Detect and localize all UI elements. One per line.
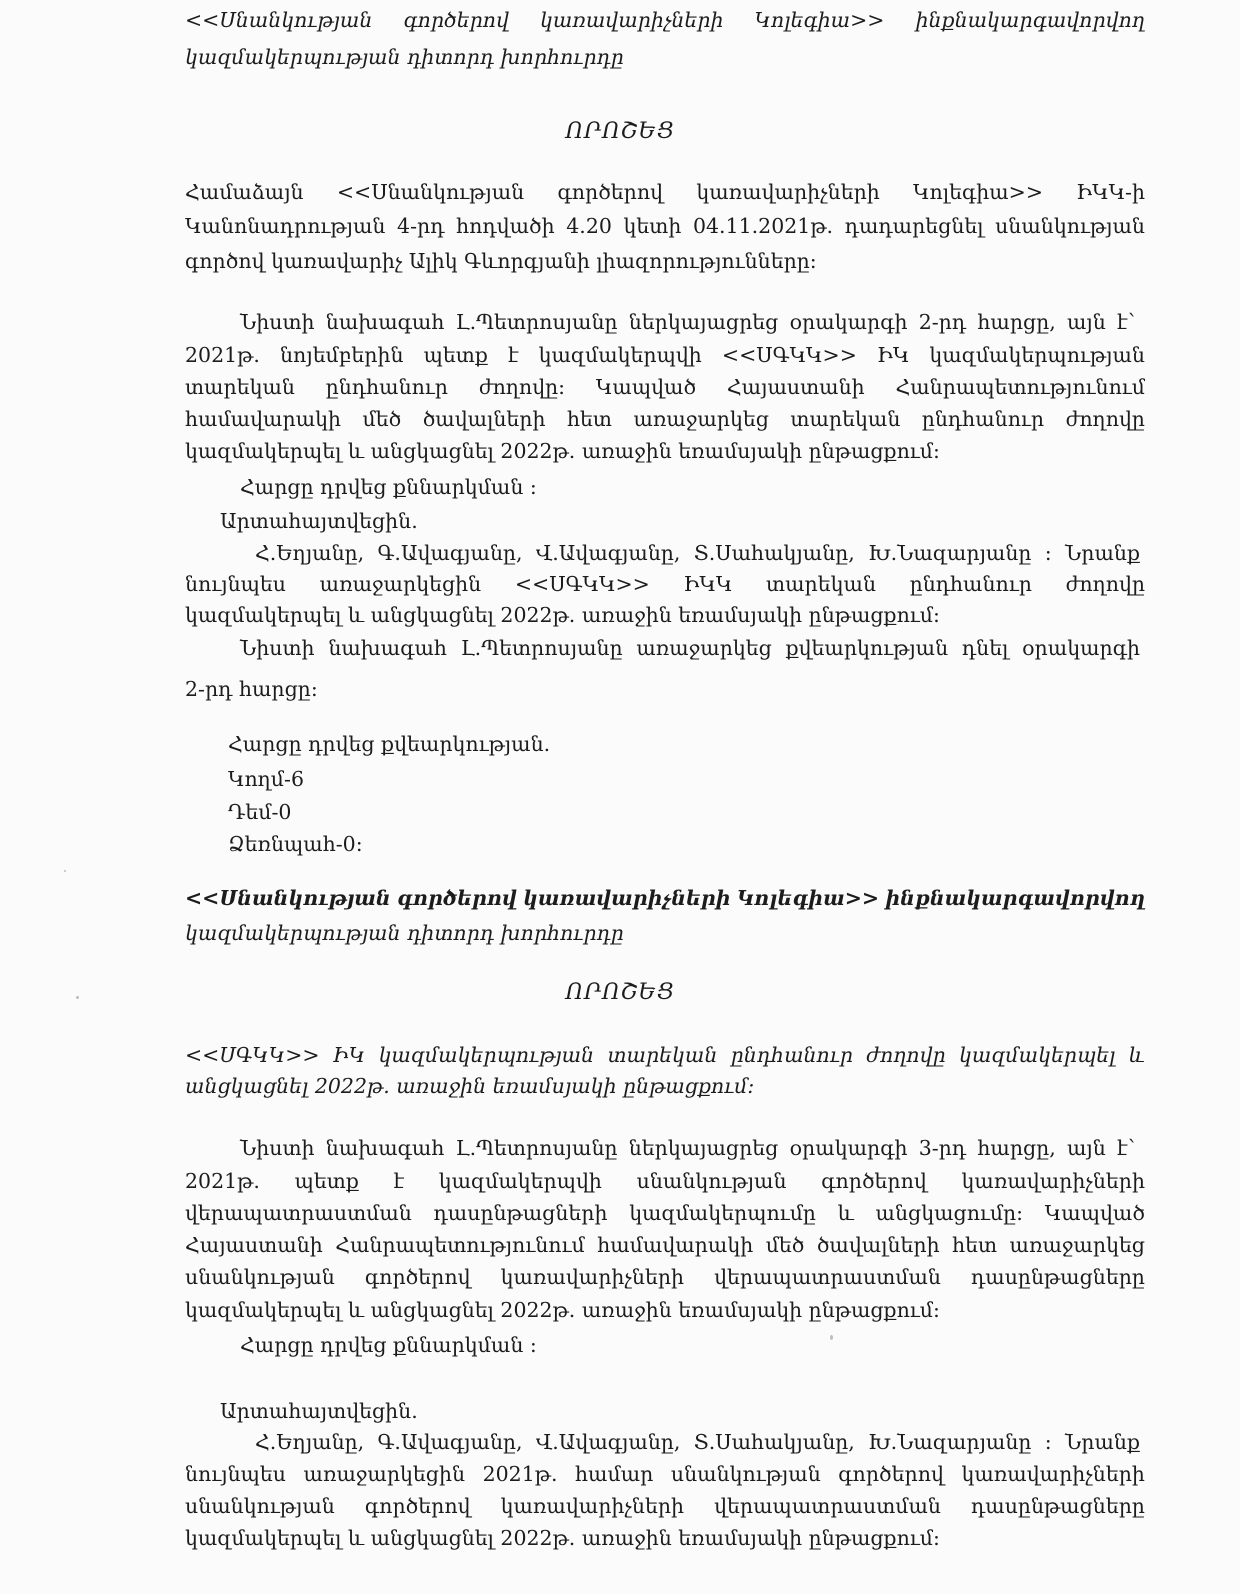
scan-speck — [64, 870, 66, 872]
decision-heading: ՈՐՈՇԵՑ — [565, 980, 675, 1005]
paragraph-line: վերապատրաստման դասընթացների կազմակերպումը և անցկացումը: Կապված — [185, 1201, 1145, 1225]
paragraph-line: տարեկան ընդհանուր ժողովը: Կապված Հայաստանի Հանրապետությունում — [185, 375, 1145, 399]
paragraph-line: 2021թ. նոյեմբերին պետք է կազմակերպվի <<ՍԳԿԿ>> ԻԿ կազմակերպության — [185, 343, 1145, 367]
paragraph-line: 2021թ. պետք է կազմակերպվի սնանկության գործերով կառավարիչների — [185, 1169, 1145, 1193]
spoke-line: Արտահայտվեցին. — [220, 509, 418, 533]
paragraph-line: կազմակերպել և անցկացնել 2022թ. առաջին եռամսյակի ընթացքում: — [185, 1298, 940, 1322]
paragraph-line: կազմակերպել և անցկացնել 2022թ. առաջին եռամսյակի ընթացքում: — [185, 439, 940, 463]
decision-heading: ՈՐՈՇԵՑ — [565, 119, 675, 144]
decision-text-line: <<ՍԳԿԿ>> ԻԿ կազմակերպության տարեկան ընդհանուր ժողովը կազմակերպել և — [185, 1043, 1145, 1067]
paragraph-line: Նիստի նախագահ Լ.Պետրոսյանը ներկայացրեց օրակարգի 2-րդ հարցը, այն է՝ — [240, 310, 1135, 334]
paragraph-line: Հ.Եղյանը, Գ.Ավագյանը, Վ.Ավագյանը, Տ.Սահակյանը, Խ.Նազարյանը : Նրանք — [255, 541, 1140, 565]
paragraph-line: Նիստի նախագահ Լ.Պետրոսյանը առաջարկեց քվեարկության դնել օրակարգի — [240, 636, 1140, 660]
paragraph-line: սնանկության գործերով կառավարիչների վերապատրաստման դասընթացները — [185, 1494, 1145, 1518]
decision-text-line: Համաձայն <<Սնանկության գործերով կառավարիչների Կոլեգիա>> ԻԿԿ-ի — [185, 180, 1145, 204]
vote-abstain: Ձեռնպահ-0: — [228, 832, 363, 856]
spoke-line: Արտահայտվեցին. — [220, 1399, 418, 1423]
paragraph-line: Հ.Եղյանը, Գ.Ավագյանը, Վ.Ավագյանը, Տ.Սահակյանը, Խ.Նազարյանը : Նրանք — [255, 1430, 1140, 1454]
paragraph-line: Նիստի նախագահ Լ.Պետրոսյանը ներկայացրեց օրակարգի 3-րդ հարցը, այն է՝ — [240, 1136, 1135, 1160]
org-heading-line: <<Սնանկության գործերով կառավարիչների Կոլեգիա>> ինքնակարգավորվող — [185, 886, 1145, 910]
paragraph-line: համավարակի մեծ ծավալների հետ առաջարկեց տարեկան ընդհանուր ժողովը — [185, 407, 1145, 431]
org-heading-line: <<Սնանկության գործերով կառավարիչների Կոլեգիա>> ինքնակարգավորվող — [185, 8, 1145, 32]
decision-text-line: գործով կառավարիչ Ալիկ Գևորգյանի լիազորությունները: — [185, 249, 817, 273]
org-heading-line: կազմակերպության դիտորդ խորհուրդը — [185, 45, 624, 69]
vote-for: Կողմ-6 — [228, 767, 304, 791]
paragraph-line: 2-րդ հարցը: — [185, 677, 318, 701]
paragraph-line: Հայաստանի Հանրապետությունում համավարակի մեծ ծավալների հետ առաջարկեց — [185, 1233, 1145, 1257]
scan-speck — [830, 1335, 833, 1340]
paragraph-line: նույնպես առաջարկեցին <<ՍԳԿԿ>> ԻԿԿ տարեկան ընդհանուր ժողովը — [185, 572, 1145, 596]
org-heading-line: կազմակերպության դիտորդ խորհուրդը — [185, 921, 624, 945]
paragraph-line: սնանկության գործերով կառավարիչների վերապատրաստման դասընթացները — [185, 1265, 1145, 1289]
decision-text-line: անցկացնել 2022թ. առաջին եռամսյակի ընթացքում: — [185, 1074, 755, 1098]
discussion-line: Հարցը դրվեց քննարկման : — [240, 1333, 537, 1357]
vote-line: Հարցը դրվեց քվեարկության. — [228, 732, 551, 756]
decision-text-line: Կանոնադրության 4-րդ հոդվածի 4.20 կետի 04.11.2021թ. դադարեցնել սնանկության — [185, 214, 1145, 238]
paragraph-line: նույնպես առաջարկեցին 2021թ. համար սնանկության գործերով կառավարիչների — [185, 1462, 1145, 1486]
scan-speck — [76, 996, 79, 999]
vote-against: Դեմ-0 — [228, 800, 292, 824]
paragraph-line: կազմակերպել և անցկացնել 2022թ. առաջին եռամսյակի ընթացքում: — [185, 603, 940, 627]
discussion-line: Հարցը դրվեց քննարկման : — [240, 475, 537, 499]
paragraph-line: կազմակերպել և անցկացնել 2022թ. առաջին եռամսյակի ընթացքում: — [185, 1526, 940, 1550]
